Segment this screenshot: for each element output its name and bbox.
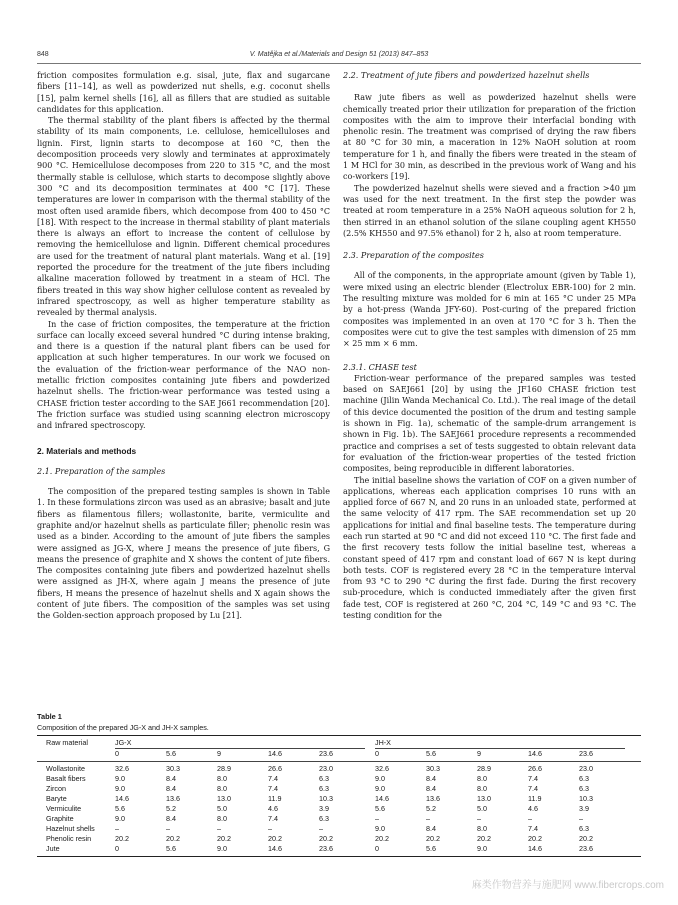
table-row-label: Vermiculite [46,804,82,813]
table-cell: 20.2 [166,834,180,843]
table-cell: 20.2 [477,834,491,843]
table-cell: 14.6 [115,794,129,803]
table-level-header: 9 [477,749,481,758]
table-level-header: 5.6 [166,749,176,758]
table-cell: 5.6 [115,804,125,813]
table-cell: 10.3 [579,794,593,803]
table-cell: 30.3 [426,764,440,773]
table-col-header: Raw material [46,738,88,747]
table-cell: 23.0 [579,764,593,773]
table-cell: 9.0 [115,784,125,793]
section-heading: 2. Materials and methods [37,445,137,456]
table-cell: – [375,814,379,823]
table-cell: 7.4 [528,784,538,793]
table-level-header: 9 [217,749,221,758]
table-cell: 23.6 [579,844,593,853]
watermark: 麻类作物营养与施肥网 www.fibercrops.com [471,880,664,891]
table-cell: 9.0 [115,814,125,823]
table-row-label: Phenolic resin [46,834,92,843]
table-cell: 32.6 [375,764,389,773]
table-cell: 11.9 [268,794,282,803]
table-cell: 11.9 [528,794,542,803]
table-cell: 5.2 [166,804,176,813]
table-cell: 5.6 [166,844,176,853]
table-row [37,804,641,814]
table-level-header: 14.6 [528,749,542,758]
table-row-label: Hazelnut shells [46,824,95,833]
table-cell: – [426,814,430,823]
table-cell: – [217,824,221,833]
table-cell: 6.3 [319,774,329,783]
table-row [37,784,641,794]
header-rule [37,63,641,64]
table-cell: 0 [115,844,119,853]
table-level-header: 23.6 [579,749,593,758]
table-cell: 6.3 [319,814,329,823]
table-cell: 14.6 [268,844,282,853]
table-level-row [37,749,641,759]
table-cell: 8.4 [426,774,436,783]
table-cell: 6.3 [319,784,329,793]
table-cell: 20.2 [375,834,389,843]
table-cell: 9.0 [375,774,385,783]
left-column [37,70,330,622]
table-cell: 9.0 [217,844,227,853]
table-cell: 13.0 [477,794,491,803]
group-header-jg: JG-X [115,738,132,747]
table-row-label: Graphite [46,814,74,823]
table-cell: 10.3 [319,794,333,803]
table-cell: 20.2 [426,834,440,843]
table-cell: 8.0 [477,774,487,783]
table-cell: 0 [375,844,379,853]
table-cell: 7.4 [268,774,278,783]
table-cell: 4.6 [528,804,538,813]
table-cell: 32.6 [115,764,129,773]
table-cell: 9.0 [477,844,487,853]
table-cell: 28.9 [217,764,231,773]
table-cell: 9.0 [375,784,385,793]
table-cell: 5.0 [217,804,227,813]
table-caption: Composition of the prepared JG-X and JH-X samples. [37,723,209,732]
table-cell: 6.3 [579,824,589,833]
table-cell: 5.6 [426,844,436,853]
table-cell: 14.6 [375,794,389,803]
table-cell: 5.0 [477,804,487,813]
table-cell: 6.3 [579,784,589,793]
table-row-label: Baryte [46,794,67,803]
paragraph: The powderized hazelnut shells were sieved and a fraction >40 µm was used for the next treatment. In the first step the powder was treated at room temperature in a 25% NaOH aqueous solution for 2 h, then stirred in an ethanol solution of the silane coupling agent KH550 (2.5% KH550 and 97.5% ethanol) for 2 h, also at room temperature. [343,183,636,238]
table-cell: 3.9 [319,804,329,813]
table-cell: 8.0 [477,824,487,833]
table-body [37,764,641,854]
table-cell: 8.4 [426,784,436,793]
table-row-label: Wollastonite [46,764,86,773]
table-cell: 9.0 [375,824,385,833]
table-cell: 5.2 [426,804,436,813]
table-cell: 8.4 [166,814,176,823]
table-level-header: 5.6 [426,749,436,758]
paragraph: The composition of the prepared testing samples is shown in Table 1. In these formulations zircon was used as an abrasive; basalt and jute fibers as filamentous fillers; wollastonite, barite, vermiculite and graphite and/or hazelnut shells as particulate filler; phenolic resin was used as a binder. According to the amount of jute fibers the samples were assigned as JG-X, where J means the presence of jute fibers, G means the presence of graphite and X shows the content of jute fibers. The composites containing jute fibers and powderized hazelnut shells were assigned as JH-X, where again J means the presence of jute fibers, H means the presence of hazelnut shells and X again shows the content of jute fibers. The composition of the samples was set using the Golden-section approach proposed by Lu [21]. [37,487,330,621]
table-row-label: Jute [46,844,60,853]
table-cell: 14.6 [528,844,542,853]
table-cell: 20.2 [528,834,542,843]
table-level-header: 14.6 [268,749,282,758]
table-cell: 6.3 [579,774,589,783]
table-row-label: Basalt fibers [46,774,86,783]
table-cell: 13.6 [426,794,440,803]
table-cell: 20.2 [217,834,231,843]
table-cell: 8.0 [217,784,227,793]
paragraph: friction composites formulation e.g. sisal, jute, flax and sugarcane fibers [11–14], as well as powderized nut shells, e.g. coconut shells [15], palm kernel shells [16], all as fillers that are studied as suitable candidates for this application. [37,71,330,114]
table-cell: – [477,814,481,823]
running-header [37,51,641,65]
table-row [37,774,641,784]
table-cell: 4.6 [268,804,278,813]
page-number: 848 [37,51,49,58]
table-cell: 23.6 [319,844,333,853]
table-row [37,824,641,834]
table-cell: 8.0 [217,814,227,823]
table-cell: 28.9 [477,764,491,773]
subsection-heading: 2.3.1. CHASE test [343,362,417,372]
table-cell: 7.4 [268,784,278,793]
table-cell: 7.4 [268,814,278,823]
paragraph: The initial baseline shows the variation of COF on a given number of applications, whereas each application comprises 10 runs with an applied force of 667 N, and 20 runs in an unloaded state, performed at the same velocity of 417 rpm. The SAE recommendation set up 20 applications for initial and final baseline tests. The temperature during each run started at 90 °C and did not exceed 110 °C. The first fade and the first recovery tests follow the initial baseline test, whereas a constant speed of 417 rpm and constant load of 667 N is kept during both tests. COF is registered every 28 °C in the temperature interval from 93 °C to 290 °C during the first fade. During the first recovery sub-procedure, which is conducted immediately after the given first fade test, COF is registered at 260 °C, 204 °C, 149 °C and 93 °C. The testing condition for the [343,475,636,621]
table-cell: – [579,814,583,823]
paragraph: The thermal stability of the plant fibers is affected by the thermal stability of its main components, i.e. cellulose, hemicelluloses and lignin. First, lignin starts to decompose at 160 °C, then the decomposition proceeds very slowly and terminates at approximately 900 °C. Hemicellulose decomposes from 220 to 315 °C, and the most thermally stable is cellulose, which starts to decompose slightly above 300 °C and its decomposition terminates at 400 °C [17]. These temperatures are lower in comparison with the thermal stability of the most often used aramide fibers, which decompose from 400 to 450 °C [18]. With respect to the increase in thermal stability of plant materials there is always an effort to increase the content of cellulose by removing the hemicellulose and lignin. Different chemical procedures are used for the treatment of natural plant materials. Wang et al. [19] reported the procedure for the treatment of the jute fibers including alkaline maceration followed by treatment in a steam of HCl. The fibers treated in this way show higher cellulose content as revealed by infrared spectroscopy, as well as higher temperature stability as revealed by thermal analysis. [37,116,330,318]
table-cell: 20.2 [319,834,333,843]
table-cell: 26.6 [268,764,282,773]
table-cell: 20.2 [268,834,282,843]
table-cell: – [528,814,532,823]
table-level-header: 0 [115,749,119,758]
table-cell: – [268,824,272,833]
table-cell: 8.0 [217,774,227,783]
table-row [37,764,641,774]
table-cell: 20.2 [115,834,129,843]
table-cell: 7.4 [528,824,538,833]
paragraph: Raw jute fibers as well as powderized hazelnut shells were chemically treated prior their utilization for preparation of the friction composites with the aim to improve their interfacial bonding with phenolic resin. The treatment was comprised of drying the raw fibers at 80 °C for 30 min, a maceration in 12% NaOH solution at room temperature for 1 h, and finally the fibers were treated in the steam of 1 M HCl for 30 min, as described in the previous work of Wang and his co-workers [19]. [343,93,636,182]
table-level-header: 23.6 [319,749,333,758]
table-row-label: Zircon [46,784,66,793]
table-cell: 7.4 [528,774,538,783]
journal-citation: V. Matějka et al./Materials and Design 51 (2013) 847–853 [249,51,429,58]
table-cell: 8.4 [426,824,436,833]
table-cell: – [166,824,170,833]
table-label: Table 1 [37,712,62,721]
paragraph: All of the components, in the appropriate amount (given by Table 1), were mixed using an electric blender (Electrolux EBR-100) for 2 min. The resulting mixture was molded for 6 min at 165 °C under 25 MPa by a hot-press (Wanda JFY-60). Post-curing of the prepared friction composites was implemented in an oven at 170 °C for 3 h. Then the composites were cut to give the test samples with dimension of 25 mm × 25 mm × 6 mm. [343,271,636,349]
table-cell: 20.2 [579,834,593,843]
table-level-header: 0 [375,749,379,758]
table-cell: 13.6 [166,794,180,803]
table-cell: – [319,824,323,833]
group-header-jh: JH-X [375,738,391,747]
table-1 [37,712,641,857]
subsection-heading: 2.3. Preparation of the composites [343,251,484,261]
table-row [37,814,641,824]
table-cell: 3.9 [579,804,589,813]
table-cell: 8.4 [166,774,176,783]
table-cell: 9.0 [115,774,125,783]
table-row [37,834,641,844]
table-cell: 8.0 [477,784,487,793]
table-cell: 13.0 [217,794,231,803]
table-cell: 26.6 [528,764,542,773]
table-cell: – [115,824,119,833]
right-column [343,70,636,621]
subsection-heading: 2.2. Treatment of jute fibers and powderized hazelnut shells [343,71,590,80]
paragraph: Friction-wear performance of the prepared samples was tested based on SAEJ661 [20] by using the JF160 CHASE friction test machine (Jilin Wanda Mechanical Co. Ltd.). The real image of the detail of this device documented the position of the drum and testing sample is shown in Fig. 1a), schematic of the sample-drum arrangement is shown in Fig. 1b). The SAEJ661 procedure represents a recommended practice and comprises a set of tests suggested to obtain relevant data for evaluation of the friction-wear properties of the tested friction composites, being reproducible in different laboratories. [343,373,636,474]
subsection-heading: 2.1. Preparation of the samples [37,466,166,476]
table-cell: 23.0 [319,764,333,773]
paragraph: In the case of friction composites, the temperature at the friction surface can locally exceed several hundred °C during intense braking, and there is a question if the natural plant fibers can be used for application at such higher temperatures. In our work we focused on the evaluation of the friction-wear performance of the NAO non-metallic friction composites containing jute fibers and powderized hazelnut shells. The friction-wear performance was tested using a CHASE friction tester according to the SAE J661 recommendation [20]. The friction surface was studied using scanning electron microscopy and infrared spectroscopy. [37,319,330,431]
table-row [37,794,641,804]
table-row [37,844,641,854]
table-cell: 8.4 [166,784,176,793]
table-cell: 5.6 [375,804,385,813]
table-cell: 30.3 [166,764,180,773]
